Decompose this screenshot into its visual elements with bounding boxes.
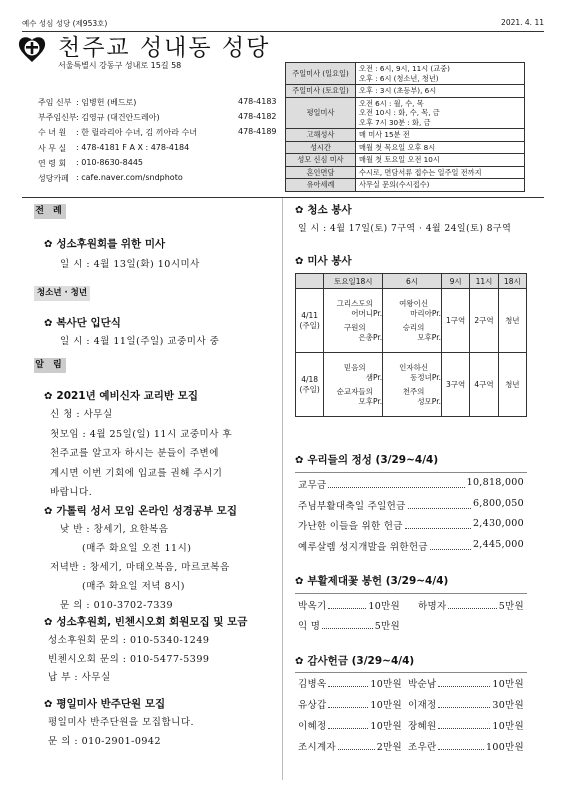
heading-altar-servers: ✿ 복사단 입단식 <box>44 317 121 329</box>
dotted-entry <box>418 598 524 612</box>
dotted-entry <box>408 697 524 711</box>
column-divider <box>282 198 283 780</box>
entry-name: 장혜원 <box>408 721 437 732</box>
mass-group-line: 동정녀Pr. <box>410 372 441 382</box>
detail-line: 평일미사 반주단원을 모집합니다. <box>48 717 195 728</box>
mass-group-line: 모후Pr. <box>358 396 383 406</box>
vocation-mass-date: 일 시 : 4월 13일(화) 10시미사 <box>60 259 200 270</box>
mass-service-table <box>295 273 527 417</box>
heading-mass-service: ✿ 미사 봉사 <box>295 255 352 267</box>
staff-role: 수 녀 원 <box>38 128 67 138</box>
entry-amount: 10만원 <box>370 721 402 732</box>
dot-leader <box>438 697 490 708</box>
dotted-entry <box>298 498 524 512</box>
dotted-entry <box>298 518 524 532</box>
entry-name: 예루살렘 성지개발을 위한헌금 <box>298 541 428 553</box>
dotted-entry <box>298 539 524 553</box>
detail-line: 계시면 이번 기회에 입교를 권해 주시기 <box>50 467 223 479</box>
mass-group-cell <box>383 289 442 353</box>
dot-leader <box>322 618 372 629</box>
church-address: 서울특별시 강동구 성내로 15길 58 <box>58 61 182 70</box>
schedule-line: 오전 6시 : 월, 수, 목 <box>359 98 424 108</box>
staff-role: 연 령 회 <box>38 158 67 168</box>
mass-header-cell: 9시 <box>441 274 469 289</box>
mass-group-line: 여왕이신 <box>399 298 429 308</box>
cleaning-dates: 일 시 : 4월 17일(토) 7구역 · 4월 24일(토) 8구역 <box>298 224 512 234</box>
entry-name: 하명자 <box>418 601 447 612</box>
dotted-entry <box>298 477 524 491</box>
staff-name: : 010-8630-8445 <box>76 157 143 167</box>
detail-line: 신 청 : 사무실 <box>50 409 113 420</box>
schedule-row <box>286 129 525 142</box>
staff-phone: 478-4183 <box>238 97 277 106</box>
schedule-label: 고해성사 <box>286 129 356 142</box>
schedule-line: 오후 : 6시 (청소년, 청년) <box>359 73 439 83</box>
top-bar <box>22 18 544 29</box>
staff-row <box>38 158 288 169</box>
staff-name: : 478-4181 F A X : 478-4184 <box>76 142 190 152</box>
flower-icon: ✿ <box>295 256 304 267</box>
staff-phone: 478-4182 <box>238 112 277 122</box>
dot-leader <box>338 739 375 750</box>
detail-line: 성소후원회 문의 : 010-5340-1249 <box>48 635 210 646</box>
dotted-entry <box>298 697 402 711</box>
mass-header-cell: 6시 <box>383 274 442 289</box>
mass-group-cell <box>324 289 383 353</box>
entry-amount: 2만원 <box>376 742 402 753</box>
mass-zone-9: 1구역 <box>441 289 469 353</box>
entry-name: 유상갑 <box>298 700 327 711</box>
mass-zone-18: 청년 <box>498 353 526 417</box>
staff-name: : 한 릴라리아 수녀, 김 끼아라 수녀 <box>76 128 197 138</box>
staff-row <box>38 143 288 154</box>
entry-amount: 10만원 <box>370 679 402 690</box>
dotted-entry <box>408 718 524 732</box>
staff-phone: 478-4189 <box>238 127 277 137</box>
mass-header-cell: 11시 <box>470 274 498 289</box>
entry-amount: 30만원 <box>492 700 524 711</box>
heading-accompanist: ✿ 평일미사 반주단원 모집 <box>44 698 166 710</box>
schedule-value <box>356 154 525 167</box>
flower-icon: ✿ <box>44 617 53 628</box>
detail-line: (매주 화요일 저녁 8시) <box>82 581 185 592</box>
entry-amount: 5만원 <box>498 601 524 612</box>
schedule-row <box>286 85 525 98</box>
mass-group-line: 믿음의 <box>343 362 366 372</box>
mass-zone-11: 4구역 <box>470 353 498 417</box>
dot-leader <box>405 518 471 529</box>
mass-group-line: 순교자들의 <box>336 386 373 396</box>
staff-role: 부주임신부 <box>38 113 77 123</box>
staff-name: : cafe.naver.com/sndphoto <box>76 173 183 182</box>
detail-line: 납 부 : 사무실 <box>48 672 111 683</box>
entry-name: 김병옥 <box>298 679 327 690</box>
mass-day-line: (주일) <box>299 320 320 330</box>
detail-line: 바랍니다. <box>50 487 93 498</box>
mass-header-cell: 토요일18시 <box>324 274 383 289</box>
schedule-line: 오전 : 6시, 9시, 11시 (교중) <box>359 64 450 73</box>
schedule-line: 사무실 문의(수시접수) <box>359 180 430 189</box>
mass-row <box>296 353 527 417</box>
altar-servers-date: 일 시 : 4월 11일(주일) 교중미사 중 <box>60 336 220 347</box>
schedule-line: 오후 : 3시 (초등부), 6시 <box>359 86 437 95</box>
dotted-entry <box>298 676 402 690</box>
schedule-row <box>286 141 525 154</box>
dot-leader <box>328 697 368 708</box>
heading-bible-study: ✿ 가톨릭 성서 모임 온라인 성경공부 모집 <box>44 505 237 517</box>
entry-amount: 2,445,000 <box>472 538 524 550</box>
schedule-value <box>356 85 525 98</box>
dotted-entry <box>408 676 524 690</box>
entry-name: 교무금 <box>298 480 327 491</box>
entry-amount: 5만원 <box>374 621 400 632</box>
staff-row <box>38 97 288 108</box>
staff-row <box>38 127 288 138</box>
schedule-line: 수시로, 면담서류 접수는 일주일 전까지 <box>359 167 482 177</box>
entry-amount: 100만원 <box>486 742 524 753</box>
dot-leader <box>438 739 484 750</box>
schedule-table <box>285 62 525 192</box>
schedule-value <box>356 97 525 129</box>
thanks-rule <box>295 672 527 673</box>
schedule-label: 유아세례 <box>286 179 356 192</box>
schedule-value <box>356 179 525 192</box>
issue-date: 2021. 4. 11 <box>501 18 544 27</box>
dot-leader <box>328 718 368 729</box>
mass-group-line: 어머니Pr. <box>351 308 383 318</box>
schedule-value <box>356 166 525 179</box>
dotted-entry <box>298 739 402 753</box>
dot-leader <box>328 598 366 609</box>
section-youth: 청소년 · 청년 <box>34 286 90 301</box>
mass-group-line: 그리스도의 <box>336 298 373 308</box>
heading-members-recruit: ✿ 성소후원회, 빈첸시오회 회원모집 및 모금 <box>44 616 248 628</box>
heading-catechumen: ✿ 2021년 예비신자 교리반 모집 <box>44 390 199 402</box>
church-name: 천주교 성내동 성당 <box>58 35 271 61</box>
heading-thanks: ✿ 감사헌금 (3/29~4/4) <box>295 655 415 667</box>
dot-leader <box>438 718 490 729</box>
detail-line: 낮 반 : 창세기, 요한복음 <box>60 524 169 535</box>
staff-name: : 임병헌 (베드로) <box>76 98 137 107</box>
heading-vocation-mass: ✿ 성소후원회를 위한 미사 <box>44 238 166 250</box>
staff-row <box>38 173 288 184</box>
entry-name: 주님부활대축일 주일헌금 <box>298 500 406 512</box>
issue-label: 예수 성심 성당 (제953호) <box>22 19 108 28</box>
dot-leader <box>328 676 368 687</box>
mass-zone-9: 3구역 <box>441 353 469 417</box>
section-notice: 알 림 <box>34 358 66 373</box>
mass-group-line: 인자하신 <box>399 362 429 372</box>
mass-date <box>296 289 324 353</box>
staff-name: : 김영규 (대건안드레아) <box>76 113 160 123</box>
entry-name: 이재정 <box>408 700 437 711</box>
entry-name: 익 명 <box>298 621 321 632</box>
entry-amount: 10만원 <box>368 601 400 612</box>
heading-flowers: ✿ 부활제대꽃 봉헌 (3/29~4/4) <box>295 575 449 587</box>
schedule-line: 매월 첫 목요일 오후 8시 <box>359 142 436 152</box>
detail-line: 문 의 : 010-3702-7339 <box>60 600 174 611</box>
detail-line: (매주 화요일 오전 11시) <box>82 543 192 554</box>
schedule-label: 평일미사 <box>286 97 356 129</box>
schedule-line: 매월 첫 토요일 오전 10시 <box>359 155 440 164</box>
mass-date-line: 4/11 <box>301 310 319 320</box>
entry-amount: 2,430,000 <box>472 518 524 529</box>
entry-name: 박순남 <box>408 679 437 690</box>
flower-icon: ✿ <box>44 506 53 517</box>
schedule-row <box>286 179 525 192</box>
dot-leader <box>328 477 464 488</box>
flower-icon: ✿ <box>44 239 53 250</box>
heading-cleaning: ✿ 청소 봉사 <box>295 204 352 216</box>
mass-date <box>296 353 324 417</box>
schedule-value <box>356 63 525 85</box>
dot-leader <box>430 539 471 550</box>
mass-group-line: 천주의 <box>402 386 425 396</box>
heading-offerings: ✿ 우리들의 정성 (3/29~4/4) <box>295 454 439 466</box>
schedule-row <box>286 63 525 85</box>
schedule-row <box>286 154 525 167</box>
dotted-entry <box>298 618 400 632</box>
mass-group-line: 승리의 <box>402 322 425 332</box>
mass-date-line: 4/18 <box>301 374 319 384</box>
staff-role: 성당카페 <box>38 174 69 183</box>
flower-icon: ✿ <box>295 205 304 216</box>
entry-amount: 10만원 <box>370 700 402 711</box>
detail-line: 저녁반 : 창세기, 마태오복음, 마르코복음 <box>50 562 230 573</box>
schedule-label: 주일미사 (일요일) <box>286 63 356 85</box>
mass-group-line: 마리아Pr. <box>410 308 441 318</box>
dot-leader <box>408 498 471 509</box>
entry-amount: 10,818,000 <box>466 477 524 488</box>
schedule-value <box>356 129 525 142</box>
mass-group-cell <box>383 353 442 417</box>
flower-icon: ✿ <box>44 699 53 710</box>
flower-icon: ✿ <box>295 455 304 466</box>
mass-row <box>296 289 527 353</box>
entry-amount: 10만원 <box>492 721 524 732</box>
entry-name: 박옥기 <box>298 601 327 612</box>
detail-line: 첫모임 : 4월 25일(일) 11시 교중미사 후 <box>50 428 233 440</box>
schedule-line: 오전 10시 : 화, 수, 목, 금 <box>359 108 440 117</box>
schedule-row <box>286 97 525 129</box>
staff-row <box>38 112 288 123</box>
entry-name: 조시계자 <box>298 742 336 753</box>
staff-role: 주임 신부 <box>38 98 72 107</box>
entry-amount: 6,800,050 <box>472 497 524 509</box>
schedule-row <box>286 166 525 179</box>
dotted-entry <box>298 598 400 612</box>
mass-zone-11: 2구역 <box>470 289 498 353</box>
mass-group-line: 성모Pr. <box>417 396 441 406</box>
church-logo-icon <box>16 36 48 64</box>
detail-line: 빈첸시오회 문의 : 010-5477-5399 <box>48 653 210 665</box>
dot-leader <box>438 676 490 687</box>
mass-group-line: 샘Pr. <box>365 372 383 382</box>
entry-name: 조우란 <box>408 742 437 753</box>
flower-icon: ✿ <box>295 656 304 667</box>
flowers-rule <box>295 593 527 594</box>
schedule-label: 주일미사 (토요일) <box>286 85 356 98</box>
entry-amount: 10만원 <box>492 679 524 690</box>
mass-zone-18: 청년 <box>498 289 526 353</box>
entry-name: 가난한 이들을 위한 헌금 <box>298 521 403 532</box>
schedule-line: 오후 7시 30분 : 화, 금 <box>359 117 431 127</box>
schedule-line: 매 미사 15분 전 <box>359 130 410 139</box>
detail-line: 문 의 : 010-2901-0942 <box>48 735 162 747</box>
section-liturgy: 전 례 <box>34 204 66 219</box>
flower-icon: ✿ <box>44 391 53 402</box>
offerings-rule <box>295 472 527 473</box>
staff-role: 사 무 실 <box>38 143 67 153</box>
middle-rule <box>22 197 544 198</box>
detail-line: 천주교를 알고자 하시는 분들이 주변에 <box>50 448 219 459</box>
mass-group-cell <box>324 353 383 417</box>
schedule-label: 성시간 <box>286 141 356 154</box>
dotted-entry <box>298 718 402 732</box>
flower-icon: ✿ <box>44 318 53 329</box>
schedule-value <box>356 141 525 154</box>
mass-header-cell <box>296 274 324 289</box>
mass-group-line: 은총Pr. <box>358 332 383 342</box>
mass-group-line: 구원의 <box>343 322 366 332</box>
schedule-label: 혼인면담 <box>286 166 356 179</box>
flower-icon: ✿ <box>295 576 304 587</box>
mass-header-cell: 18시 <box>498 274 526 289</box>
entry-name: 이혜정 <box>298 721 327 732</box>
dot-leader <box>448 598 496 609</box>
mass-day-line: (주일) <box>299 384 320 394</box>
dotted-entry <box>408 739 524 753</box>
mass-group-line: 모후Pr. <box>417 332 441 342</box>
schedule-label: 성모 신심 미사 <box>286 154 356 167</box>
